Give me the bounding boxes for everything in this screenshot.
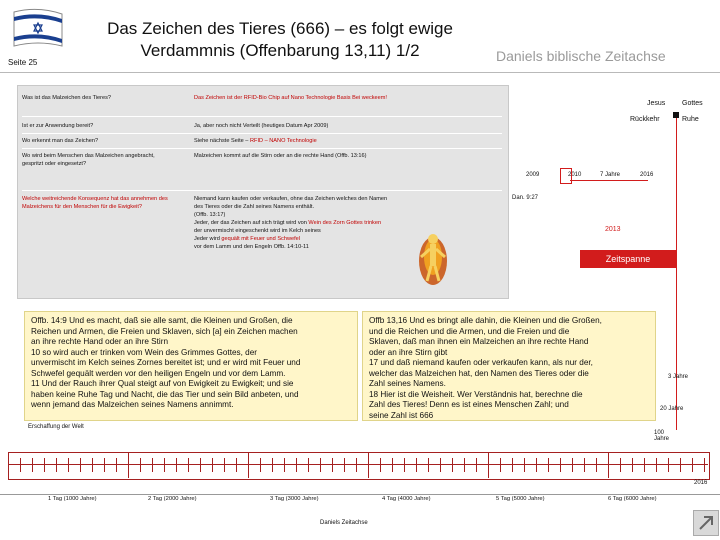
scale-tick	[524, 458, 525, 472]
timeline-title: Daniels biblische Zeitachse	[496, 48, 666, 64]
scale-tick	[164, 458, 165, 472]
scale-tick	[368, 452, 369, 478]
verse-left-text: Offb. 14:9 Und es macht, daß sie alle samt, die Kleinen und Großen, die Reichen und Armen, die Freien und Sklaven, sich [a] ein Zeichen machen an ihre rechte Hand oder an ihre Stirn 10 so wird auch er trinken vom Wein des Grimmes Gottes, der unvermischt im Kelch seines Zornes bereitet ist; und er wird mit Feuer und Schwefel gequält werden vor den heiligen Engeln und vor dem Lamm. 11 Und der Rauch ihrer Qual steigt auf von Ewigkeit zu Ewigkeit; und sie haben keine Ruhe Tag und Nacht, die das Tier und sein Bild anbeten, und wenn jemand das Malzeichen seines Namens annimmt.	[31, 316, 301, 409]
row-divider	[22, 133, 502, 134]
scale-tick	[188, 458, 189, 472]
scale-tick	[560, 458, 561, 472]
day-label-5: 5 Tag (5000 Jahre)	[496, 496, 545, 502]
scale-tick	[356, 458, 357, 472]
scale-tick	[80, 458, 81, 472]
three-years: 3 Jahre	[668, 374, 689, 380]
verse-right-text: Offb 13,16 Und es bringt alle dahin, die Kleinen und die Großen, und die Reichen und die Armen, und die Freien und die Sklaven, daß man ihnen ein Malzeichen an ihre rechte Hand oder an ihre Stirn gibt 17 und daß niemand kaufen oder verkaufen kann, als nur der, welcher das Malzeichen hat, den Namen des Tieres oder die Zahl seines Namens. 18 Hier ist die Weisheit. Wer Verständnis hat, berechne die Zahl des Tieres! Denn es ist eines Menschen Zahl; und seine Zahl ist 666	[369, 316, 602, 420]
scale-tick	[308, 458, 309, 472]
answer-1: Das Zeichen ist der RFID-Bio Chip auf Nano Technologie Basis Bei weckeem!	[194, 95, 387, 101]
row-divider	[22, 148, 502, 149]
next-slide-icon[interactable]	[693, 510, 719, 536]
scale-tick	[260, 458, 261, 472]
day-label-1: 1 Tag (1000 Jahre)	[48, 496, 97, 502]
scale-tick	[236, 458, 237, 472]
answer-5-text: Jeder, der das Zeichen auf sich trägt wird von	[194, 220, 309, 226]
fire-figure-icon	[415, 225, 451, 287]
scale-tick	[332, 458, 333, 472]
question-5: Welche weitreichende Konsequenz hat das annehmen des Malzeichens für den Menschen für die Ewigkeit?	[22, 196, 168, 210]
scale-tick	[404, 458, 405, 472]
answer-2: Ja, aber noch nicht Verteilt (heutiges Datum Apr 2009)	[194, 123, 329, 129]
page-title	[100, 18, 460, 62]
scale-tick	[704, 458, 705, 472]
scale-tick	[488, 452, 489, 478]
footer-label: Daniels Zeitachse	[320, 520, 368, 526]
scale-tick	[668, 458, 669, 472]
scale-tick	[572, 458, 573, 472]
scale-tick	[140, 458, 141, 472]
year-2016: 2016	[640, 172, 654, 178]
scale-tick	[212, 458, 213, 472]
scale-tick	[320, 458, 321, 472]
scale-tick	[584, 458, 585, 472]
answer-5-text: Jeder wird	[194, 236, 222, 242]
day-label-6: 6 Tag (6000 Jahre)	[608, 496, 657, 502]
scale-tick	[644, 458, 645, 472]
scale-tick	[476, 458, 477, 472]
scale-tick	[8, 452, 9, 478]
scale-tick	[248, 452, 249, 478]
scale-tick	[104, 458, 105, 472]
scale-tick	[596, 458, 597, 472]
year-2013: 2013	[605, 226, 621, 233]
end-year: 2016	[694, 480, 708, 486]
verse-box-left	[24, 311, 358, 421]
answer-5-red: gequält mit Feuer und Schwefel	[221, 236, 301, 242]
scale-tick	[380, 458, 381, 472]
timeline-bracket	[560, 168, 572, 184]
header-divider	[0, 72, 720, 73]
scale-tick	[452, 458, 453, 472]
day-label-3: 3 Tag (3000 Jahre)	[270, 496, 319, 502]
scale-tick	[620, 458, 621, 472]
row-divider	[22, 190, 502, 191]
scale-tick	[32, 458, 33, 472]
scale-tick	[440, 458, 441, 472]
year-2009: 2009	[526, 172, 540, 178]
scale-tick	[176, 458, 177, 472]
seven-years: 7 Jahre	[600, 172, 621, 178]
scale-tick	[500, 458, 501, 472]
row-divider	[22, 116, 502, 117]
scale-tick	[296, 458, 297, 472]
question-4: Wo wird beim Menschen das Malzeichen angebracht, gespritzt oder eingesetzt?	[22, 153, 155, 167]
answer-5-line: des Tieres oder die Zahl seines Namens enthält.	[194, 204, 315, 210]
scale-tick	[20, 458, 21, 472]
scale-tick	[680, 458, 681, 472]
label-gottes: Gottes	[682, 100, 703, 107]
day-label-2: 2 Tag (2000 Jahre)	[148, 496, 197, 502]
scale-tick	[464, 458, 465, 472]
label-rueckkehr: Rückkehr	[630, 116, 660, 123]
scale-tick	[224, 458, 225, 472]
timeline-scale	[8, 452, 710, 480]
label-jesus: Jesus	[647, 100, 666, 107]
answer-4: Malzeichen kommt auf die Stirn oder an die rechte Hand (Offb. 13:16)	[194, 153, 367, 159]
scale-tick	[116, 458, 117, 472]
scale-tick	[632, 458, 633, 472]
scale-tick	[512, 458, 513, 472]
scale-tick	[344, 458, 345, 472]
scale-tick	[68, 458, 69, 472]
scale-tick	[692, 458, 693, 472]
day-label-4: 4 Tag (4000 Jahre)	[382, 496, 431, 502]
scale-tick	[152, 458, 153, 472]
scale-tick	[536, 458, 537, 472]
scale-tick	[392, 458, 393, 472]
verse-box-right	[362, 311, 656, 421]
scale-tick	[428, 458, 429, 472]
timeline-vertical-line	[676, 118, 677, 430]
question-1: Was ist das Malzeichen des Tieres?	[22, 95, 112, 101]
dan-reference: Dan. 9:27	[512, 195, 539, 201]
zeitspanne-bar: Zeitspanne	[580, 250, 676, 268]
scale-tick	[92, 458, 93, 472]
scale-tick	[272, 458, 273, 472]
year-2010: 2010	[568, 172, 582, 178]
hundred-years: 100 Jahre	[654, 430, 670, 442]
scale-baseline	[0, 494, 720, 495]
scale-tick	[608, 452, 609, 478]
scale-tick	[548, 458, 549, 472]
label-ruhe: Ruhe	[682, 116, 699, 123]
page-number: Seite 25	[8, 58, 38, 67]
answer-3-prefix: Siehe nächste Seite –	[194, 138, 250, 144]
answer-3-red: RFID – NANO Technologie	[249, 138, 317, 144]
answer-5-line: (Offb. 13:17)	[194, 212, 226, 218]
twenty-years: 20 Jahre	[660, 406, 684, 412]
israel-flag-icon	[12, 8, 64, 50]
title-line-2: Verdammnis (Offenbarung 13,11) 1/2	[140, 41, 420, 60]
answer-5-line: Niemand kann kaufen oder verkaufen, ohne das Zeichen welches den Namen	[194, 196, 388, 202]
title-line-1: Das Zeichen des Tieres (666) – es folgt ewige	[107, 19, 453, 38]
answer-5-line: vor dem Lamm und den Engeln Offb. 14:10-11	[194, 244, 309, 250]
answer-3	[194, 137, 474, 145]
scale-tick	[656, 458, 657, 472]
seven-year-span	[570, 180, 648, 181]
answer-5-line: der unvermischt eingeschenkt wird im Kelch seines	[194, 228, 321, 234]
creation-label: Erschaffung der Welt	[28, 424, 84, 430]
question-2: Ist er zur Anwendung bereit?	[22, 123, 94, 129]
scale-tick	[416, 458, 417, 472]
question-3: Wo erkennt man das Zeichen?	[22, 138, 99, 144]
scale-tick	[56, 458, 57, 472]
timeline-scale-mid	[8, 464, 708, 465]
scale-tick	[44, 458, 45, 472]
scale-tick	[284, 458, 285, 472]
scale-tick	[128, 452, 129, 478]
answer-5-red: Wein des Zorn Gottes trinken	[308, 220, 382, 226]
scale-tick	[200, 458, 201, 472]
